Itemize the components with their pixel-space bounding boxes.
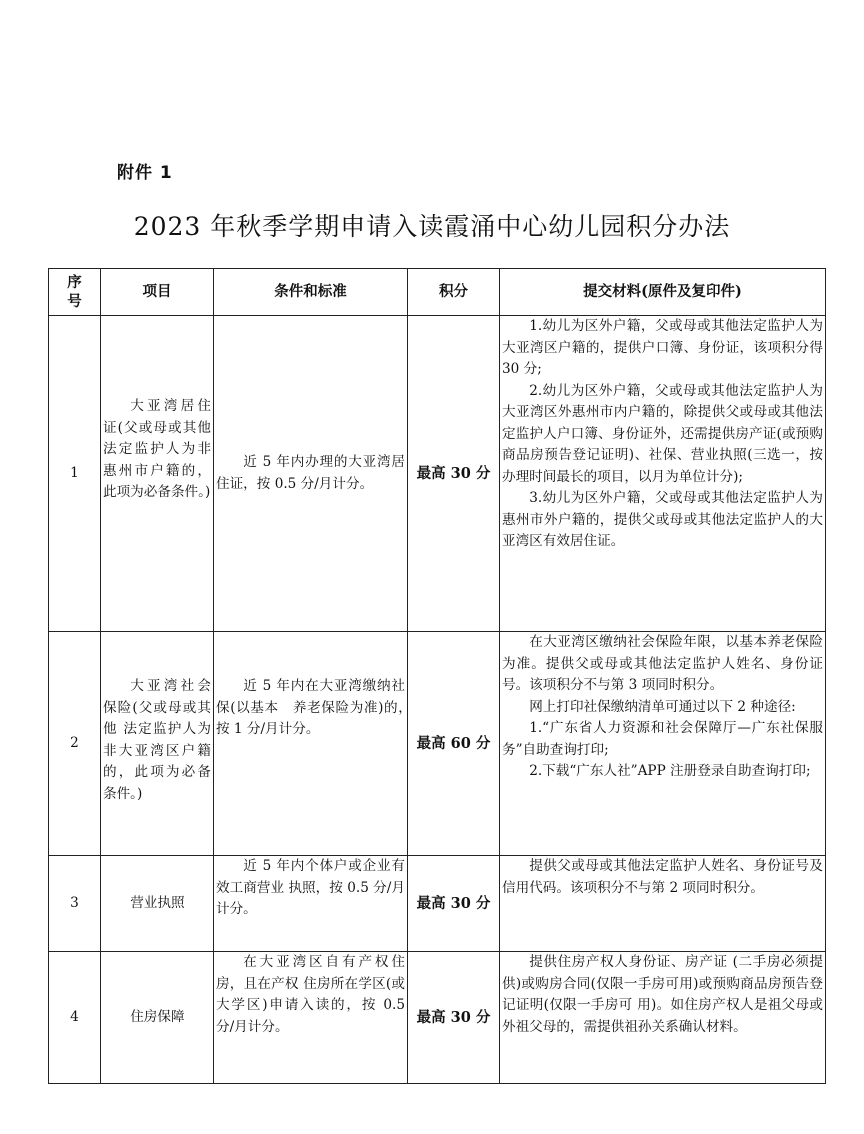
row-condition: 近 5 年内办理的大亚湾居住证，按 0.5 分/月计分。 bbox=[214, 316, 408, 632]
row-materials bbox=[500, 856, 826, 952]
row-materials bbox=[500, 952, 826, 1084]
row-item: 大亚湾社会保险(父或母或其他 法定监护人为非大亚湾区户籍的，此项为必备条件。) bbox=[101, 632, 214, 856]
material-item: 网上打印社保缴纳清单可通过以下 2 种途径: bbox=[529, 698, 796, 715]
row-materials bbox=[500, 316, 826, 632]
material-item: 提供住房产权人身份证、房产证 (二手房必须提供)或购房合同(仅限一手房可用)或预购商品房预告登记证明(仅限一手房可 用)。如住房产权人是祖父母或外祖父母的，需提供祖孙关系确认材料。 bbox=[502, 954, 823, 1035]
material-item: 2.幼儿为区外户籍，父或母或其他法定监护人为大亚湾区外惠州市内户籍的，除提供父或母或其他法定监护人户口簿、身份证外，还需提供房产证(或预购商品房预告登记证明)、社保、营业执照(三选一，按办理时间最长的项目，以月为单位计分); bbox=[502, 382, 823, 485]
row-score: 最高 30 分 bbox=[408, 856, 500, 952]
material-item: 1.“广东省人力资源和社会保障厅—广东社保服务”自助查询打印; bbox=[502, 720, 823, 758]
material-item: 2.下载“广东人社”APP 注册登录自助查询打印; bbox=[529, 763, 811, 779]
header-seq: 序号 bbox=[49, 269, 101, 316]
header-condition: 条件和标准 bbox=[214, 269, 408, 316]
table-row bbox=[49, 632, 826, 856]
row-item: 营业执照 bbox=[101, 856, 214, 952]
points-table bbox=[48, 268, 826, 1084]
row-materials bbox=[500, 632, 826, 856]
material-item: 提供父或母或其他法定监护人姓名、身份证号及信用代码。该项积分不与第 2 项同时积分。 bbox=[502, 858, 823, 896]
row-item: 住房保障 bbox=[101, 952, 214, 1084]
material-item: 在大亚湾区缴纳社会保险年限，以基本养老保险为准。提供父或母或其他法定监护人姓名、身份证号。该项积分不与第 3 项同时积分。 bbox=[502, 634, 823, 693]
document-title: 2023 年秋季学期申请入读霞涌中心幼儿园积分办法 bbox=[133, 212, 731, 241]
row-seq: 4 bbox=[49, 952, 101, 1084]
table-row bbox=[49, 316, 826, 632]
table-row bbox=[49, 952, 826, 1084]
row-condition: 近 5 年内在大亚湾缴纳社保(以基本 养老保险为准)的， 按 1 分/月计分。 bbox=[214, 632, 408, 856]
row-seq: 1 bbox=[49, 316, 101, 632]
table-row bbox=[49, 856, 826, 952]
table-header-row bbox=[49, 269, 826, 316]
row-seq: 2 bbox=[49, 632, 101, 856]
row-score: 最高 30 分 bbox=[408, 952, 500, 1084]
header-materials: 提交材料(原件及复印件) bbox=[500, 269, 826, 316]
material-item: 3.幼儿为区外户籍，父或母或其他法定监护人为惠州市外户籍的，提供父或母或其他法定监护人的大亚湾区有效居住证。 bbox=[502, 490, 823, 549]
attachment-label: 附件 1 bbox=[117, 163, 173, 183]
row-score: 最高 60 分 bbox=[408, 632, 500, 856]
header-score: 积分 bbox=[408, 269, 500, 316]
header-item: 项目 bbox=[101, 269, 214, 316]
material-item: 1.幼儿为区外户籍，父或母或其他法定监护人为大亚湾区户籍的，提供户口簿、身份证，该项积分得 30 分; bbox=[502, 318, 823, 377]
row-condition: 在大亚湾区自有产权住房，且在产权 住房所在学区(或大学区)申请入读的，按 0.5 分/月计分。 bbox=[214, 952, 408, 1084]
row-score: 最高 30 分 bbox=[408, 316, 500, 632]
row-condition: 近 5 年内个体户或企业有效工商营业 执照，按 0.5 分/月计分。 bbox=[214, 856, 408, 952]
row-item: 大亚湾居住证(父或母或其他法定监护人为非惠州市户籍的，此项为必备条件。) bbox=[101, 316, 214, 632]
row-seq: 3 bbox=[49, 856, 101, 952]
